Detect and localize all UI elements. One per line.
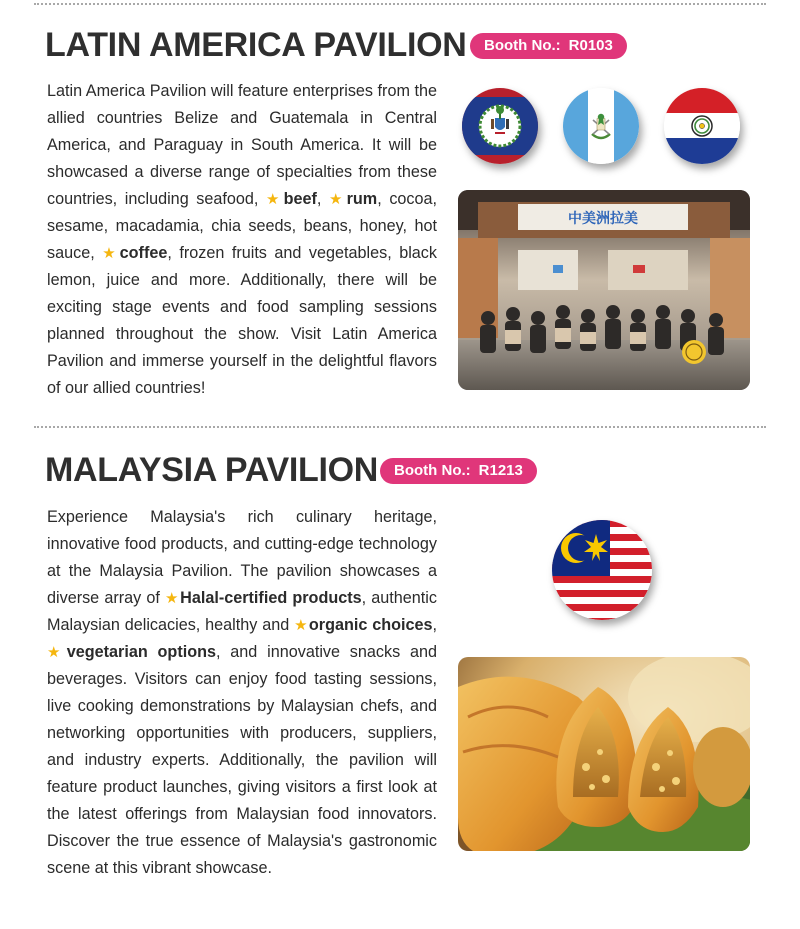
booth-label: Booth No.: — [394, 462, 471, 479]
paragraph-text: , — [316, 190, 330, 208]
highlight-vegetarian-options: vegetarian options — [66, 643, 216, 661]
top-dotted-divider — [34, 3, 766, 5]
star-icon: ★ — [329, 191, 346, 208]
paragraph-text: , frozen fruits and vegetables, black lemon, juice and more. Additionally, there will be exciting stage events and food sampling sessions planned throughout the show. Visit Latin America Pavilion and immerse yourself in the delightful flavors of our allied countries! — [47, 244, 437, 397]
booth-label: Booth No.: — [484, 37, 561, 54]
highlight-rum: rum — [346, 190, 378, 208]
pavilion-group-photo — [458, 190, 750, 390]
curry-puff-photo — [458, 657, 750, 851]
svg-text:中美洲拉美: 中美洲拉美 — [568, 211, 638, 227]
malaysia-flag-icon — [552, 520, 652, 620]
paragraph-text: , — [432, 616, 437, 634]
booth-badge — [380, 458, 537, 484]
highlight-halal-certified-products: Halal-certified products — [180, 589, 362, 607]
star-icon: ★ — [47, 644, 66, 661]
section-title: LATIN AMERICA PAVILION — [45, 26, 467, 64]
section-title: MALAYSIA PAVILION — [45, 451, 379, 489]
paraguay-flag-icon — [664, 88, 740, 164]
highlight-organic-choices: organic choices — [308, 616, 433, 634]
paragraph-text: Experience Malaysia's rich culinary heritage, innovative food products, and cutting-edge technology at the Malaysia Pavilion. The pavilion showcases a diverse array of — [47, 508, 437, 607]
star-icon: ★ — [266, 191, 283, 208]
highlight-coffee: coffee — [119, 244, 168, 262]
section-dotted-divider — [34, 426, 766, 428]
star-icon: ★ — [294, 617, 308, 634]
booth-number: R0103 — [568, 37, 613, 54]
section-paragraph — [47, 504, 437, 882]
star-icon: ★ — [102, 245, 119, 262]
paragraph-text: , cocoa, sesame, macadamia, chia seeds, beans, honey, hot sauce, — [47, 190, 438, 262]
section-paragraph — [47, 78, 437, 402]
highlight-beef: beef — [283, 190, 317, 208]
booth-number: R1213 — [478, 462, 523, 479]
booth-badge — [470, 33, 627, 59]
paragraph-text: , authentic Malaysian delicacies, healthy and — [47, 589, 437, 634]
belize-flag-icon — [462, 88, 538, 164]
paragraph-text: , and innovative snacks and beverages. Visitors can enjoy food tasting sessions, live cooking demonstrations by Malaysian chefs, and networking opportunities with producers, suppliers, and industry experts. Additionally, the pavilion will feature product launches, giving visitors a first look at the latest offerings from Malaysian food innovators. Discover the true essence of Malaysia's gastronomic scene at this vibrant showcase. — [47, 643, 438, 877]
star-icon: ★ — [165, 590, 180, 607]
paragraph-text: Latin America Pavilion will feature enterprises from the allied countries Belize and Guatemala in Central America, and Paraguay in South America. It will be showcased a diverse range of specialties from these countries, including seafood, — [47, 82, 437, 208]
guatemala-flag-icon — [563, 88, 639, 164]
